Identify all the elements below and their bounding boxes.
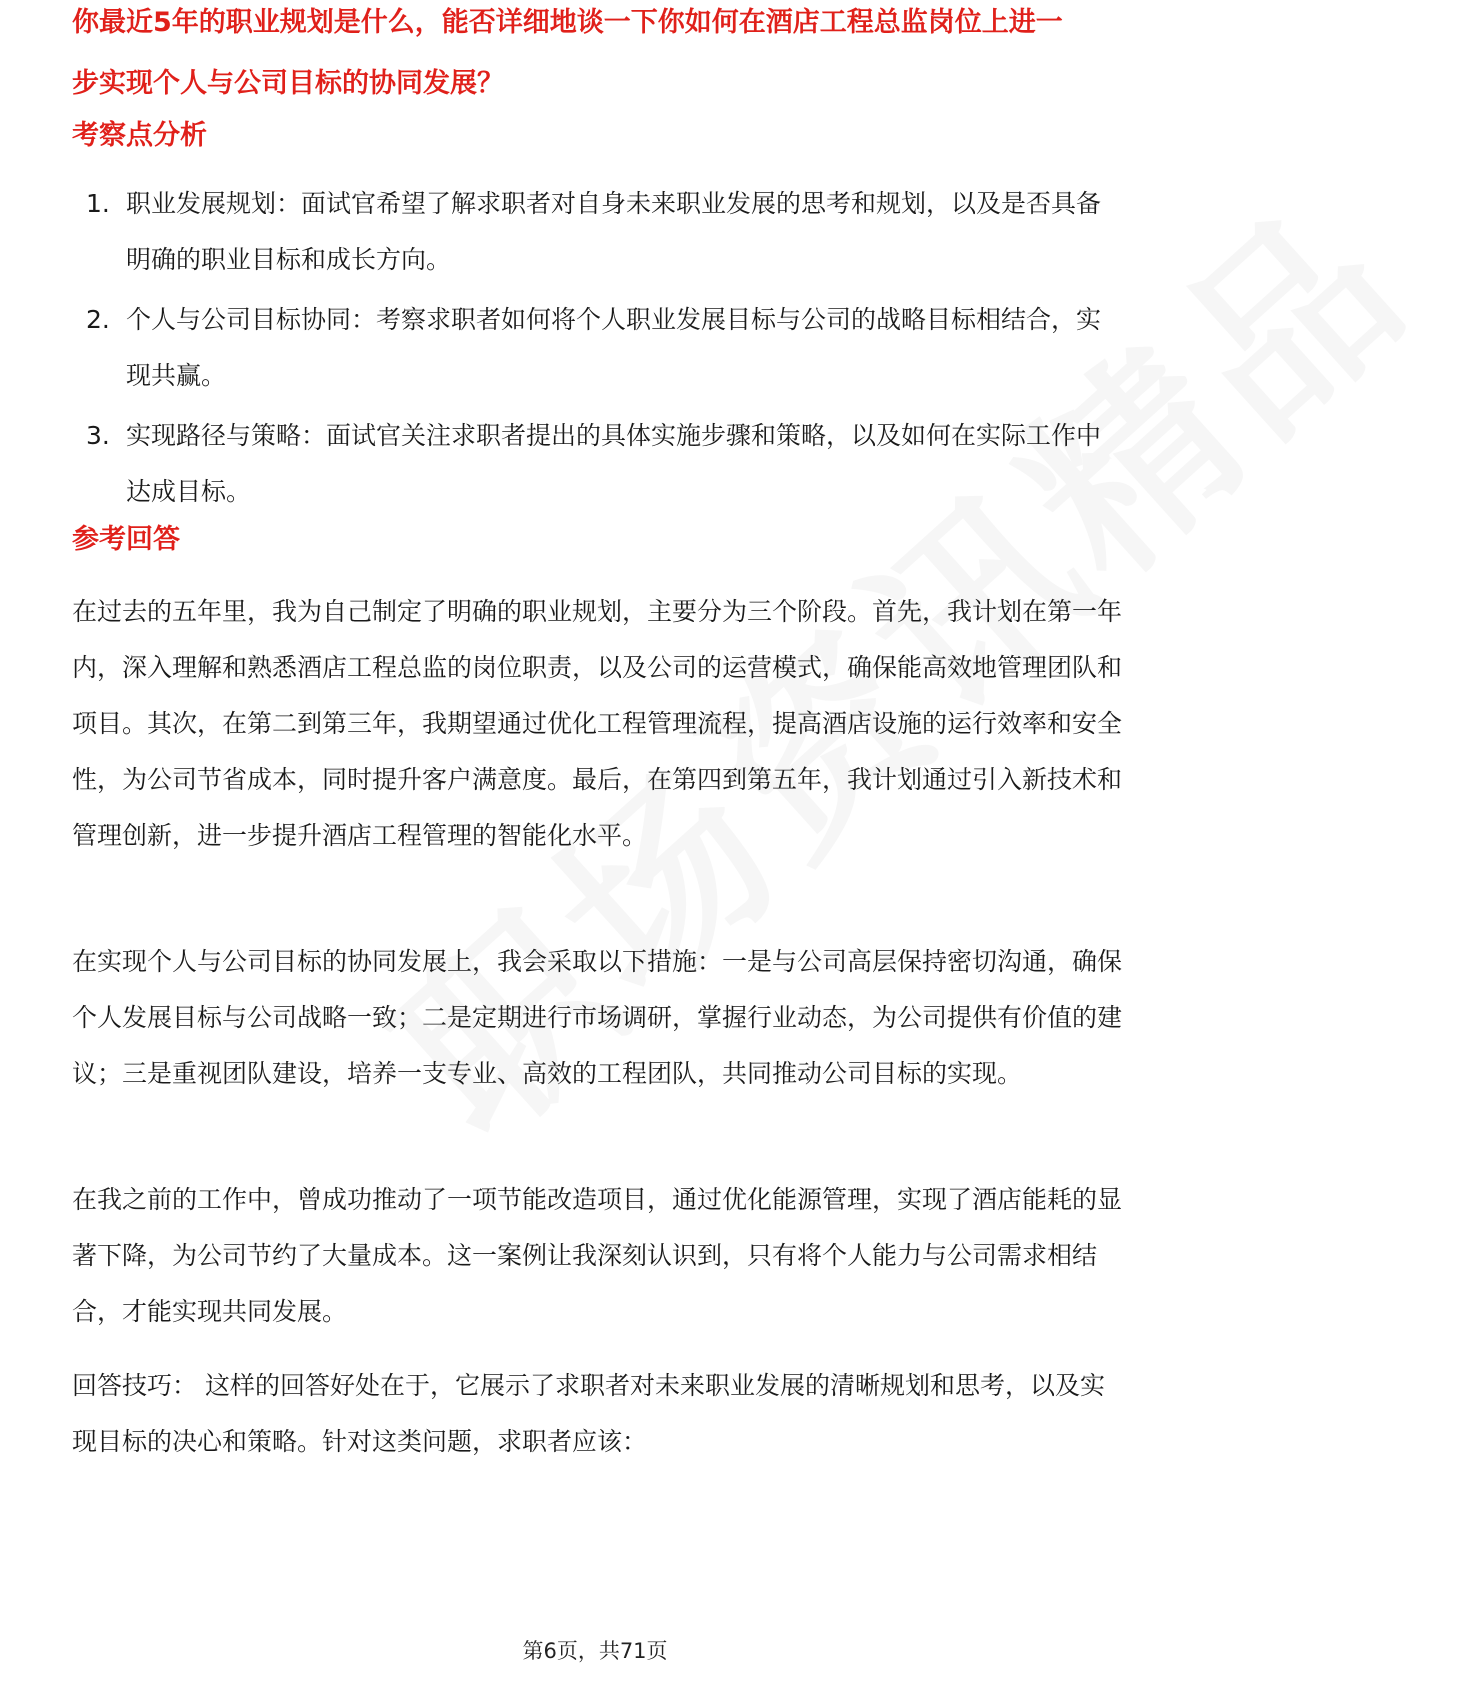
answer-paragraph-1: 在过去的五年里，我为自己制定了明确的职业规划，主要分为三个阶段。首先，我计划在第一年内，深入理解和熟悉酒店工程总监的岗位职责，以及公司的运营模式，确保能高效地管理团队和项目。其次，在第二到第三年，我期望通过优化工程管理流程，提高酒店设施的运行效率和安全性，为公司节省成本，同时提升客户满意度。最后，在第四到第五年，我计划通过引入新技术和管理创新，进一步提升酒店工程管理的智能化水平。: [72, 597, 1123, 850]
analysis-item: [72, 176, 1122, 288]
answer-paragraph-2: 在实现个人与公司目标的协同发展上，我会采取以下措施：一是与公司高层保持密切沟通，确保个人发展目标与公司战略一致；二是定期进行市场调研，掌握行业动态，为公司提供有价值的建议；三是重视团队建设，培养一支专业、高效的工程团队，共同推动公司目标的实现。: [72, 947, 1123, 1088]
analysis-item: [72, 292, 1122, 404]
list-number: 1.: [86, 189, 110, 218]
analysis-item-text: 实现路径与策略：面试官关注求职者提出的具体实施步骤和策略，以及如何在实际工作中达成目标。: [126, 421, 1102, 506]
analysis-item-text: 个人与公司目标协同：考察求职者如何将个人职业发展目标与公司的战略目标相结合，实现共赢。: [126, 305, 1102, 390]
analysis-heading: 考察点分析: [72, 120, 207, 151]
analysis-list: [72, 176, 1122, 524]
page-number: 第6页，共71页: [522, 1639, 668, 1663]
analysis-item: [72, 408, 1122, 520]
answer-paragraph-3: 在我之前的工作中，曾成功推动了一项节能改造项目，通过优化能源管理，实现了酒店能耗的显著下降，为公司节约了大量成本。这一案例让我深刻认识到，只有将个人能力与公司需求相结合，才能实现共同发展。: [72, 1185, 1123, 1326]
answer-tips-paragraph: 回答技巧： 这样的回答好处在于，它展示了求职者对未来职业发展的清晰规划和思考，以及实现目标的决心和策略。针对这类问题，求职者应该：: [72, 1371, 1105, 1456]
answer-heading: 参考回答: [72, 524, 180, 555]
question-title-line-1: 你最近5年的职业规划是什么，能否详细地谈一下你如何在酒店工程总监岗位上进一: [72, 7, 1063, 38]
analysis-item-text: 职业发展规划：面试官希望了解求职者对自身未来职业发展的思考和规划，以及是否具备明确的职业目标和成长方向。: [126, 189, 1102, 274]
list-number: 3.: [86, 421, 110, 450]
list-number: 2.: [86, 305, 110, 334]
question-title-line-2: 步实现个人与公司目标的协同发展？: [72, 68, 504, 99]
